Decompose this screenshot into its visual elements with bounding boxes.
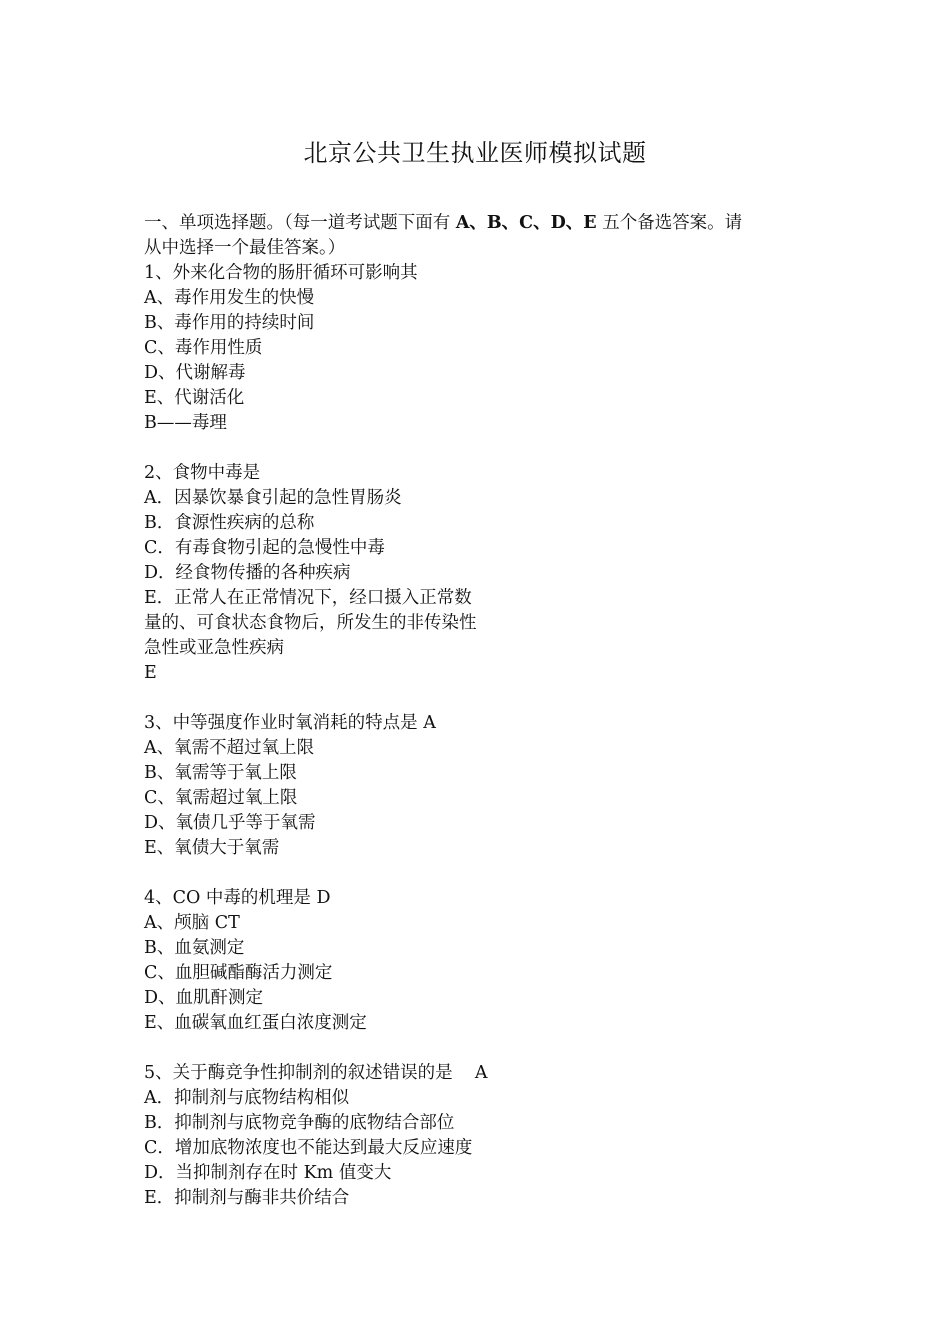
question-stem: 1、外来化合物的肠肝循环可影响其 bbox=[144, 263, 418, 283]
option-continuation: 急性或亚急性疾病 bbox=[144, 638, 284, 658]
spacer bbox=[144, 436, 814, 461]
intro-options-bold: A、B、C、D、E bbox=[455, 213, 597, 233]
spacer bbox=[144, 686, 814, 711]
option: C、毒作用性质 bbox=[144, 338, 263, 358]
spacer bbox=[144, 861, 814, 886]
answer: E bbox=[144, 663, 157, 683]
option-continuation: 量的、可食状态食物后，所发生的非传染性 bbox=[144, 613, 477, 633]
question-stem: 4、CO 中毒的机理是 D bbox=[144, 888, 331, 908]
option: E．正常人在正常情况下，经口摄入正常数 bbox=[144, 588, 472, 608]
question-3 bbox=[144, 711, 814, 861]
option: A、毒作用发生的快慢 bbox=[144, 288, 315, 308]
intro-line-2: 从中选择一个最佳答案。） bbox=[144, 238, 346, 258]
document-body bbox=[144, 211, 814, 1211]
option: C．有毒食物引起的急慢性中毒 bbox=[144, 538, 385, 558]
option: A、颅脑 CT bbox=[144, 913, 240, 933]
option: B、氧需等于氧上限 bbox=[144, 763, 297, 783]
question-5 bbox=[144, 1061, 814, 1211]
option: C、氧需超过氧上限 bbox=[144, 788, 298, 808]
option: D．经食物传播的各种疾病 bbox=[144, 563, 351, 583]
option: E、血碳氧血红蛋白浓度测定 bbox=[144, 1013, 367, 1033]
option: B、血氨测定 bbox=[144, 938, 245, 958]
intro-line-1 bbox=[144, 211, 814, 236]
option: D、氧债几乎等于氧需 bbox=[144, 813, 316, 833]
question-4 bbox=[144, 886, 814, 1036]
option: B．抑制剂与底物竞争酶的底物结合部位 bbox=[144, 1113, 455, 1133]
option: C．增加底物浓度也不能达到最大反应速度 bbox=[144, 1138, 473, 1158]
option: D、代谢解毒 bbox=[144, 363, 246, 383]
option: C、血胆碱酯酶活力测定 bbox=[144, 963, 333, 983]
option: A、氧需不超过氧上限 bbox=[144, 738, 315, 758]
question-1 bbox=[144, 261, 814, 436]
option: D．当抑制剂存在时 Km 值变大 bbox=[144, 1163, 392, 1183]
page-title: 北京公共卫生执业医师模拟试题 bbox=[303, 139, 647, 167]
answer: B——毒理 bbox=[144, 413, 227, 433]
question-stem: 5、关于酶竞争性抑制剂的叙述错误的是 A bbox=[144, 1063, 488, 1083]
option: A．抑制剂与底物结构相似 bbox=[144, 1088, 350, 1108]
intro-text-a: 一、单项选择题。（每一道考试题下面有 bbox=[144, 213, 456, 233]
option: B．食源性疾病的总称 bbox=[144, 513, 315, 533]
question-stem: 2、食物中毒是 bbox=[144, 463, 261, 483]
option: D、血肌酐测定 bbox=[144, 988, 264, 1008]
spacer bbox=[144, 1036, 814, 1061]
option: B、毒作用的持续时间 bbox=[144, 313, 315, 333]
question-stem: 3、中等强度作业时氧消耗的特点是 A bbox=[144, 713, 436, 733]
question-2 bbox=[144, 461, 814, 686]
option: E、氧债大于氧需 bbox=[144, 838, 280, 858]
option: E．抑制剂与酶非共价结合 bbox=[144, 1188, 350, 1208]
option: A．因暴饮暴食引起的急性胃肠炎 bbox=[144, 488, 402, 508]
option: E、代谢活化 bbox=[144, 388, 245, 408]
intro-text-b: 五个备选答案。请 bbox=[596, 213, 743, 233]
